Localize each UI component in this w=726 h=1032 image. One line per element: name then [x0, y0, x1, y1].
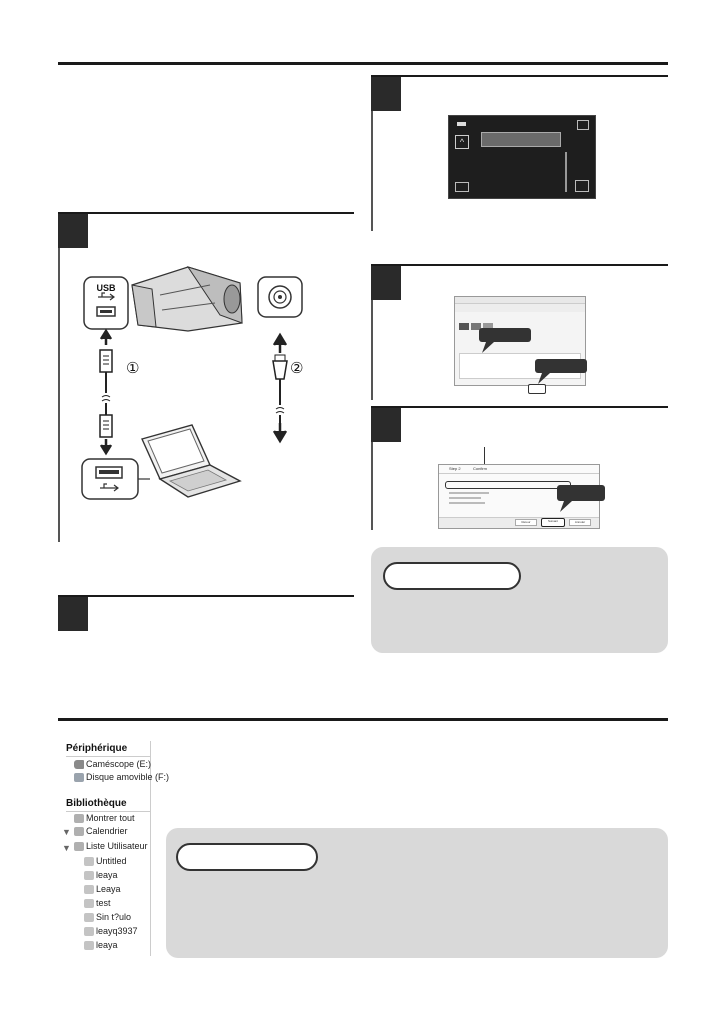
next-button-highlight [528, 384, 546, 394]
ac-adapter-cable [273, 335, 303, 441]
bottom-rule [58, 718, 668, 721]
user-list-item[interactable] [84, 898, 111, 908]
wizard-tab-1: Step 2 [449, 466, 461, 471]
user-list-item-label: leaya [96, 940, 118, 950]
camera-usb-port [84, 277, 128, 329]
step-5-rule [371, 406, 668, 408]
tree-item-label: Liste Utilisateur [86, 841, 148, 851]
list-icon [84, 941, 94, 950]
usb-cable [100, 331, 139, 453]
user-list-item[interactable] [84, 940, 118, 950]
step-5-bracket [371, 442, 373, 530]
step-1-marker [58, 214, 88, 248]
callout-bubble-3 [556, 484, 608, 514]
step-4-rule [371, 264, 668, 266]
cable-1-marker: ① [126, 359, 140, 377]
user-list-item-label: test [96, 898, 111, 908]
library-section-title: Bibliothèque [66, 798, 127, 809]
note-label-2 [176, 843, 318, 871]
tree-item-label: Montrer tout [86, 813, 135, 823]
scrollbar[interactable] [565, 152, 567, 192]
step-3-marker [371, 77, 401, 111]
scroll-up-button[interactable]: ^ [455, 135, 469, 149]
step-4-marker [371, 266, 401, 300]
info-line-1 [449, 492, 489, 494]
step-2-marker [58, 597, 88, 631]
step-5-marker [371, 408, 401, 442]
tree-item-label: Calendrier [86, 826, 128, 836]
back-button-small[interactable]: Retour [515, 519, 537, 526]
laptop-illustration [142, 425, 240, 497]
step-1-rule [58, 212, 354, 214]
step-2-rule [58, 595, 354, 597]
list-icon [84, 913, 94, 922]
back-button[interactable] [575, 180, 589, 192]
step-1-bracket [58, 248, 60, 542]
user-list-item[interactable] [84, 856, 127, 866]
cancel-button-small[interactable]: Annuler [569, 519, 591, 526]
battery-icon [457, 122, 466, 126]
menu-highlight-bar [481, 132, 561, 147]
list-icon [84, 899, 94, 908]
pc-usb-port [82, 459, 150, 499]
pointer-line [484, 447, 485, 465]
removable-disk-icon [74, 773, 84, 782]
camcorder-illustration [132, 267, 242, 331]
user-list-item[interactable] [84, 870, 118, 880]
toolbar [455, 304, 585, 312]
user-list-item-label: Sin t?ulo [96, 912, 132, 922]
tree-item-show-all[interactable] [74, 813, 135, 823]
step-3-rule [371, 75, 668, 77]
list-icon [84, 885, 94, 894]
user-list-item-label: Untitled [96, 856, 127, 866]
library-icon [74, 814, 84, 823]
note-label-1 [383, 562, 521, 590]
tree-item-user-list[interactable] [74, 841, 148, 851]
top-rule [58, 62, 668, 65]
tree-item-label: Caméscope (E:) [86, 759, 152, 769]
close-icon [577, 120, 589, 130]
cable-2-marker: ② [290, 359, 304, 377]
user-list-item[interactable] [84, 912, 131, 922]
menu-bar [455, 297, 585, 304]
library-section-divider [66, 811, 150, 812]
tree-item-camcorder[interactable] [74, 759, 151, 769]
user-list-item-label: Leaya [96, 884, 121, 894]
info-line-3 [449, 502, 485, 504]
wizard-tab-2: Confirm [473, 466, 488, 471]
device-section-divider [66, 756, 150, 757]
user-list-item-label: leaya [96, 870, 118, 880]
user-list-icon [74, 842, 84, 851]
library-tree-panel [62, 741, 170, 956]
thumbnail-1 [459, 323, 469, 330]
callout-bubble-1 [478, 327, 534, 357]
tree-item-label: Disque amovible (F:) [86, 772, 170, 782]
list-icon [84, 857, 94, 866]
step-3-bracket [371, 111, 373, 231]
calendar-icon [74, 827, 84, 836]
info-line-2 [449, 497, 481, 499]
connection-diagram [70, 255, 320, 500]
device-section-title: Périphérique [66, 743, 128, 754]
user-list-item[interactable] [84, 884, 121, 894]
help-button[interactable] [455, 182, 469, 192]
tree-item-removable-disk[interactable] [74, 772, 169, 782]
expand-calendar-icon[interactable]: ▼ [62, 827, 71, 837]
usb-label: USB [96, 283, 116, 293]
list-icon [84, 927, 94, 936]
step-4-bracket [371, 300, 373, 400]
next-button-small[interactable]: Suivant [541, 518, 565, 527]
user-list-item[interactable] [84, 926, 138, 936]
camcorder-icon [74, 760, 84, 769]
selected-row [445, 481, 571, 489]
dc-in-port [258, 277, 302, 317]
user-list-item-label: leayq3937 [96, 926, 138, 936]
tree-item-calendar[interactable] [74, 826, 128, 836]
header-divider [439, 473, 599, 474]
camera-lcd-screenshot [448, 115, 596, 199]
expand-user-list-icon[interactable]: ▼ [62, 843, 71, 853]
list-icon [84, 871, 94, 880]
